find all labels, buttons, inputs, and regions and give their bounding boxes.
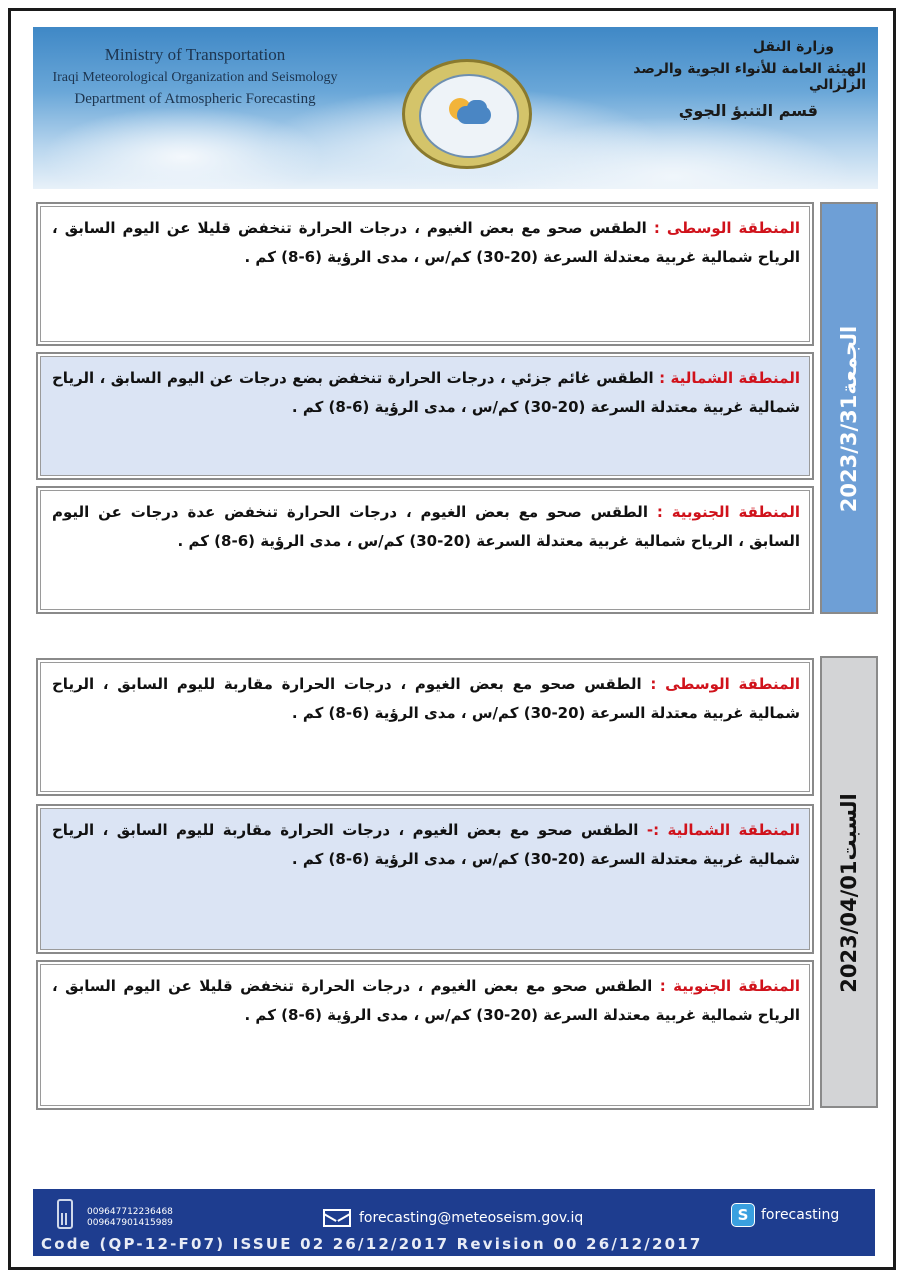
footer-bar xyxy=(33,1189,875,1256)
forecast-text: الطقس صحو مع بعض الغيوم ، درجات الحرارة مقاربة لليوم السابق ، الرياح شمالية غربية معتدلة السرعة (20-30) كم/س ، مدى الرؤية (6-8) كم . xyxy=(52,821,800,868)
org-seal-icon xyxy=(402,59,532,169)
region-label: المنطقة الشمالية :- xyxy=(646,821,800,839)
forecast-south-day2 xyxy=(36,960,814,1110)
forecast-central-day1 xyxy=(36,202,814,346)
region-label: المنطقة الوسطى : xyxy=(653,219,800,237)
region-label: المنطقة الجنوبية : xyxy=(656,503,800,521)
header-arabic xyxy=(606,39,866,120)
department-name-en: Department of Atmospheric Forecasting xyxy=(74,91,316,107)
region-label: المنطقة الوسطى : xyxy=(650,675,800,693)
forecast-text: الطقس غائم جزئي ، درجات الحرارة تنخفض بضع درجات عن اليوم السابق ، الرياح شمالية غربية معتدلة السرعة (20-30) كم/س ، مدى الرؤية (6-8) كم . xyxy=(52,369,800,416)
date-label: 2023/04/01 xyxy=(837,860,861,993)
region-label: المنطقة الجنوبية : xyxy=(659,977,800,995)
organization-name-ar: الهيئة العامة للأنواء الجوية والرصد الزلزالي xyxy=(633,61,866,93)
forecast-north-day1 xyxy=(36,352,814,480)
forecast-central-day2 xyxy=(36,658,814,796)
forecast-north-day2 xyxy=(36,804,814,954)
ministry-name-en: Ministry of Transportation xyxy=(104,45,286,64)
forecast-text: الطقس صحو مع بعض الغيوم ، درجات الحرارة مقاربة لليوم السابق ، الرياح شمالية غربية معتدلة السرعة (20-30) كم/س ، مدى الرؤية (6-8) كم . xyxy=(52,675,800,722)
forecast-text: الطقس صحو مع بعض الغيوم ، درجات الحرارة تنخفض قليلا عن اليوم السابق ، الرياح شمالية غربية معتدلة السرعة (20-30) كم/س ، مدى الرؤية (6-8) كم . xyxy=(52,977,800,1024)
header-english xyxy=(45,45,345,108)
department-name-ar: قسم التنبؤ الجوي xyxy=(678,101,818,120)
phone-numbers xyxy=(87,1207,173,1229)
phone-icon xyxy=(57,1199,73,1229)
skype-handle[interactable]: forecasting xyxy=(761,1207,840,1223)
organization-name-en: Iraqi Meteorological Organization and Seismology xyxy=(52,70,338,85)
forecast-text: الطقس صحو مع بعض الغيوم ، درجات الحرارة تنخفض قليلا عن اليوم السابق ، الرياح شمالية غربية معتدلة السرعة (20-30) كم/س ، مدى الرؤية (6-8) كم . xyxy=(52,219,800,266)
mail-icon xyxy=(323,1209,351,1227)
date-label: 2023/3/31 xyxy=(837,394,861,513)
region-label: المنطقة الشمالية : xyxy=(659,369,800,387)
day-label: السبت xyxy=(837,793,861,861)
forecast-text: الطقس صحو مع بعض الغيوم ، درجات الحرارة تنخفض عدة درجات عن اليوم السابق ، الرياح شمالية غربية معتدلة السرعة (20-30) كم/س ، مدى الرؤية (6-8) كم . xyxy=(52,503,800,550)
skype-icon: S xyxy=(731,1203,755,1227)
ministry-name-ar: وزارة النقل xyxy=(752,39,834,55)
document-code: Code (QP-12-F07) ISSUE 02 26/12/2017 Revision 00 26/12/2017 xyxy=(41,1235,703,1253)
date-tab-day1 xyxy=(820,202,878,614)
date-tab-day2 xyxy=(820,656,878,1108)
phone-number-1: 009647712236468 xyxy=(87,1207,173,1217)
header-banner xyxy=(33,27,878,189)
email-link[interactable]: forecasting@meteoseism.gov.iq xyxy=(359,1210,584,1226)
day-label: الجمعة xyxy=(837,325,861,395)
phone-number-2: 009647901415989 xyxy=(87,1218,173,1228)
forecast-south-day1 xyxy=(36,486,814,614)
